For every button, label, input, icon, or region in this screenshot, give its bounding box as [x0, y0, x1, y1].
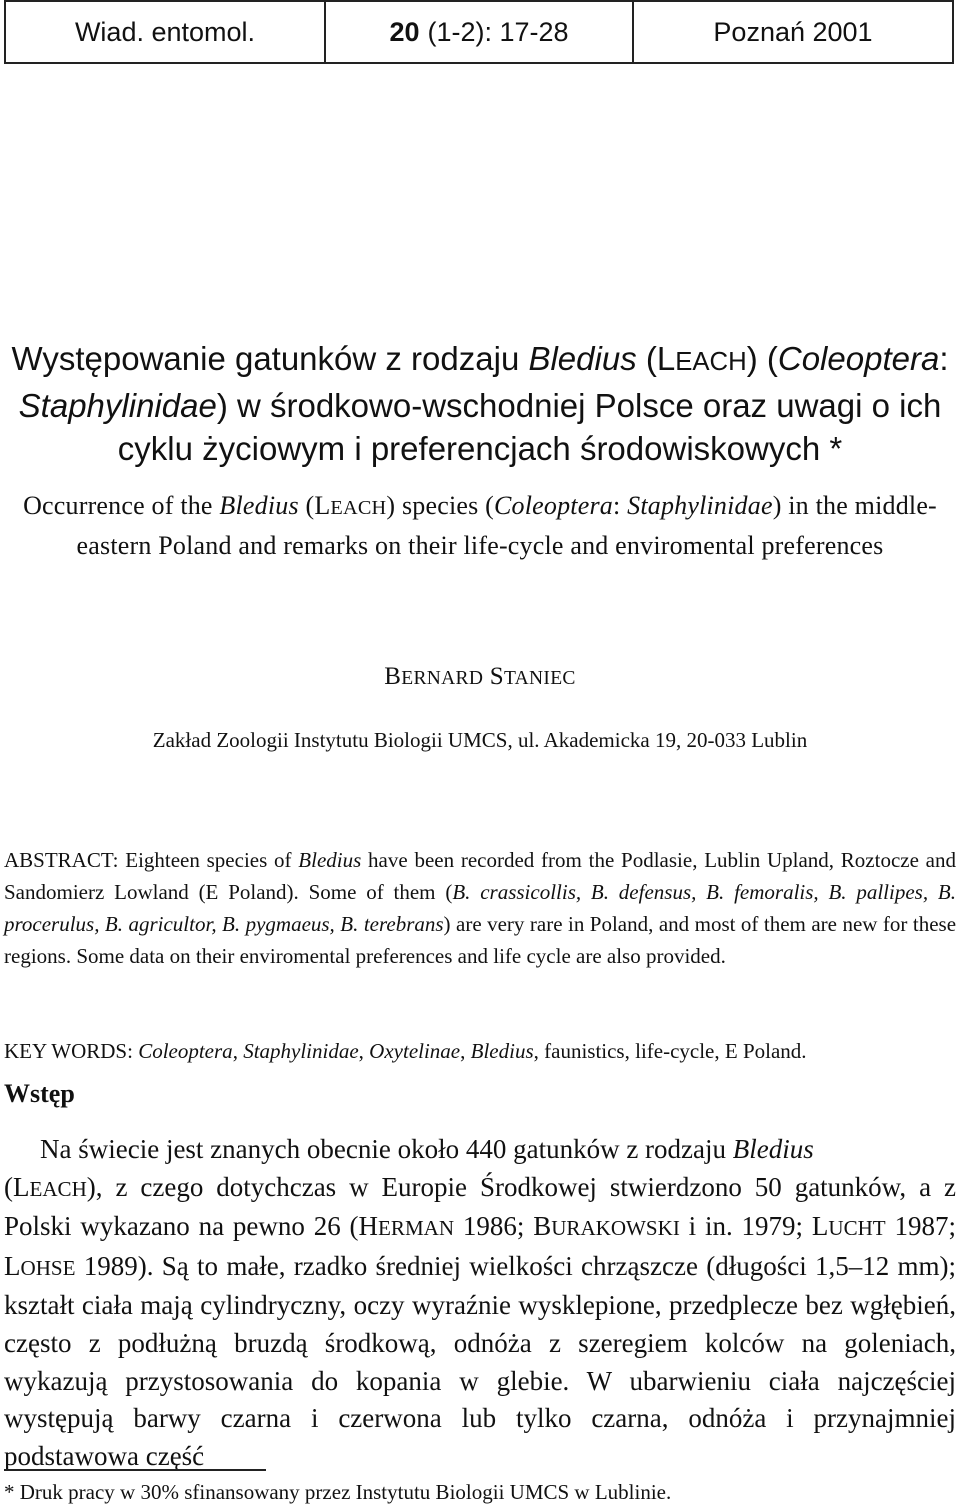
abstract-label: ABSTRACT:: [4, 848, 119, 872]
keywords-label: KEY WORDS:: [4, 1039, 133, 1063]
journal-header: [4, 0, 954, 64]
abstract: ABSTRACT: Eighteen species of Bledius have been recorded from the Podlasie, Lublin Upland, Roztocze and Sandomierz Lowland (E Poland). Some of them (B. crassicollis, B. defensus, B. femoralis, B. pallipes, B. procerulus, B. agricultor, B. pygmaeus, B. terebrans) are very rare in Poland, and most of them are new for these regions. Some data on their enviromental preferences and life cycle are also provided.: [4, 848, 957, 968]
introduction-text: Na świecie jest znanych obecnie około 440 gatunków z rodzaju Bledius (LEACH), z czego dotychczas w Europie Środkowej stwierdzono 50 gatunków, a z Polski wykazano na pewno 26 (HERMAN 1986; BURAKOWSKI i in. 1979; LUCHT 1987; LOHSE 1989). Są to małe, rzadko średniej wielkości chrząszcze (długości 1,5–12 mm); kształt ciała mają cylindryczny, oczy wyraźnie wysklepione, przedplecze bez wgłębień, często z podłużną bruzdą środkową, odnóża z szeregiem kolców na goleniach, wykazują przystosowania do kopania w glebie. W ubarwieniu ciała najczęściej występują barwy czarna i czerwona lub tylko czarna, odnóża i przynajmniej podstawowa część: [4, 1134, 956, 1471]
volume-number: 20: [389, 16, 420, 47]
author-affiliation: Zakład Zoologii Instytutu Biologii UMCS, ul. Akademicka 19, 20-033 Lublin: [152, 728, 808, 752]
title-english: Occurrence of the Bledius (LEACH) species (Coleoptera: Staphylinidae) in the middle-eastern Poland and remarks on their life-cycle and enviromental preferences: [23, 491, 937, 560]
place-year: Poznań 2001: [713, 16, 873, 47]
issue-pages: (1-2): 17-28: [427, 16, 569, 47]
species-list: B. crassicollis, B. defensus, B. femoralis, B. pallipes, B. procerulus, B. agricultor, B. pygmaeus, B. terebrans: [4, 880, 956, 936]
section-heading: Wstęp: [4, 1079, 75, 1108]
footnote: * Druk pracy w 30% sfinansowany przez Instytutu Biologii UMCS w Lublinie.: [4, 1480, 672, 1504]
footnote-rule: [4, 1469, 266, 1471]
author-name: BERNARD STANIEC: [384, 663, 576, 690]
keywords: KEY WORDS: Coleoptera, Staphylinidae, Oxytelinae, Bledius, faunistics, life-cycle, E Poland.: [4, 1039, 807, 1063]
journal-name: Wiad. entomol.: [6, 2, 326, 62]
title-polish: Występowanie gatunków z rodzaju Bledius (LEACH) (Coleoptera: Staphylinidae) w środkowo-wschodniej Polsce oraz uwagi o ich cyklu życiowym i preferencjach środowiskowych *: [11, 340, 949, 467]
volume-issue: [326, 2, 634, 62]
